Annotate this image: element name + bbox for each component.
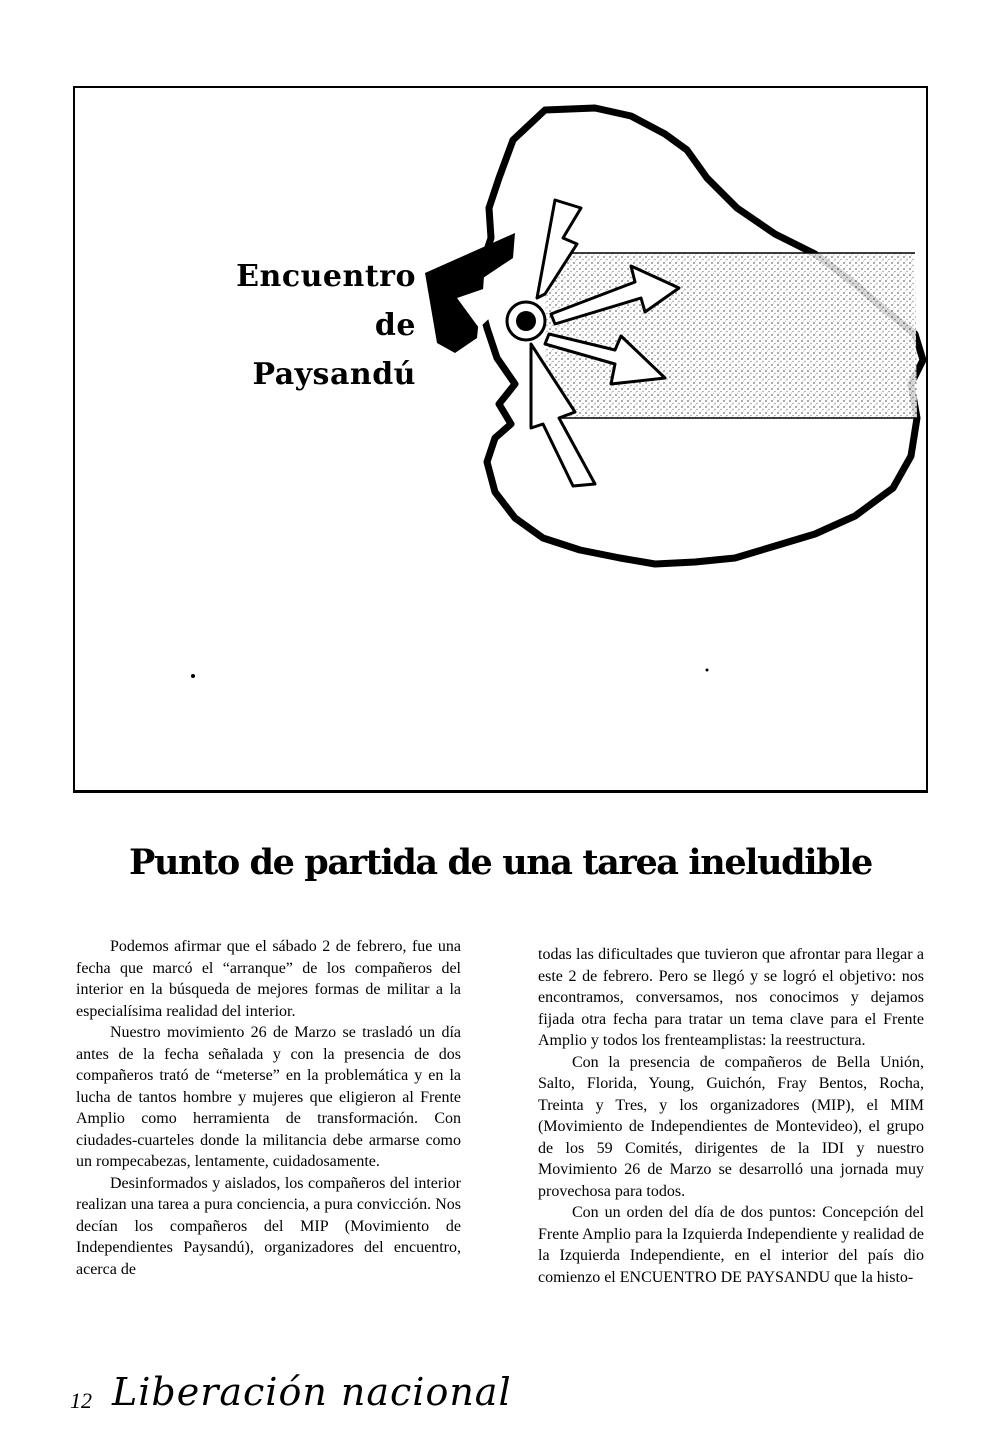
paragraph: Desinformados y aislados, los compañeros del interior realizan una tarea a pura conciencia, a pura convicción. Nos decían los compañeros del MIP (Movimiento de Independientes Paysandú), organizadores del encuentro, acerca de [76, 1174, 461, 1278]
illustration-frame [73, 86, 928, 793]
title-line-encuentro: Encuentro [236, 259, 416, 294]
paragraph: todas las dificultades que tuvieron que afrontar para llegar a este 2 de febrero. Pero se llegó y se logró el objetivo: nos encontramos, conversamos, nos conocimos y dejamos fijada otra fecha para tratar un tema clave para el Frente Amplio y todos los frenteamplistas: la reestructura. [538, 946, 924, 1049]
paragraph: Nuestro movimiento 26 de Marzo se trasladó un día antes de la fecha señalada y con la presencia de dos compañeros trató de “meterse” en la problemática y en la lucha de tantos hombre y mujeres que eligieron al Frente Amplio como herramienta de transformación. Con ciudades-cuarteles donde la militancia debe armarse como un rompecabezas, lentamente, cuidadosamente. [76, 1024, 461, 1170]
article-column-right [538, 944, 924, 1288]
title-line-de: de [374, 308, 416, 343]
page-number: 12 [70, 1388, 92, 1413]
publication-masthead: Liberación nacional [112, 1370, 512, 1414]
article-column-left [76, 936, 461, 1280]
uruguay-map-icon [75, 88, 926, 790]
paragraph: Podemos afirmar que el sábado 2 de febrero, fue una fecha que marcó el “arranque” de los compañeros del interior en la búsqueda de mejores formas de militar a la especialísima realidad del interior. [76, 938, 461, 1020]
illustration-title [236, 252, 416, 399]
paragraph: Con un orden del día de dos puntos: Concepción del Frente Amplio para la Izquierda Independiente y realidad de la Izquierda Independiente, en el interior del país dio comienzo el ENCUENTRO DE PAYSANDU que la histo- [538, 1204, 924, 1286]
paragraph: Con la presencia de compañeros de Bella Unión, Salto, Florida, Young, Guichón, Fray Bentos, Rocha, Treinta y Tres, y los organizadores (MIP), el MIM (Movimiento de Independientes de Montevideo), el grupo de los 59 Comités, dirigentes de la IDI y nuestro Movimiento 26 de Marzo se desarrolló una jornada muy provechosa para todos. [538, 1053, 924, 1200]
article-headline: Punto de partida de una tarea ineludible [129, 842, 872, 883]
title-line-paysandu: Paysandú [252, 357, 416, 392]
